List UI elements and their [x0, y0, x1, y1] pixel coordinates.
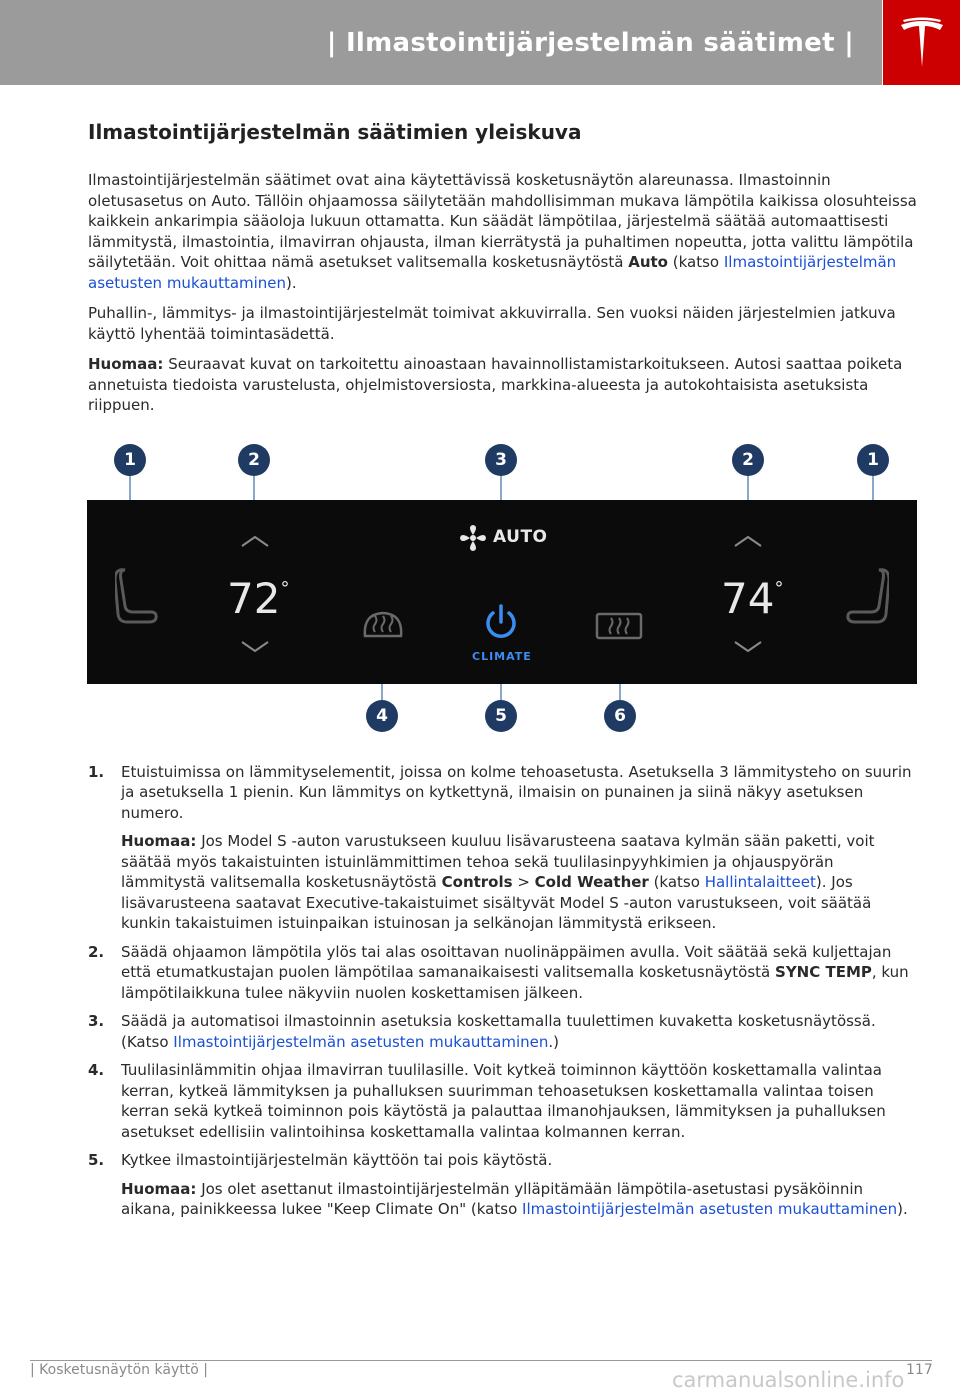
list-number: 5. [88, 1151, 105, 1169]
temp-up-left-icon[interactable] [240, 534, 270, 548]
auto-mode-label[interactable]: AUTO [493, 526, 548, 547]
right-temperature: 74° [721, 573, 784, 623]
sync-temp-bold: SYNC TEMP [775, 963, 872, 981]
rear-defrost-icon[interactable] [595, 612, 643, 640]
page-number: 117 [906, 1362, 933, 1378]
note-text: ). [897, 1200, 908, 1218]
list-text-b: , kun lämpötilaikkuna tulee näkyviin nuolen koskettamisen jälkeen. [121, 963, 909, 1002]
list-number: 4. [88, 1061, 105, 1079]
controls-link[interactable]: Hallintalaitteet [704, 873, 816, 891]
page-content [88, 120, 918, 1228]
intro-mid: (katso [667, 253, 724, 271]
list-number: 3. [88, 1012, 105, 1030]
section-title: Ilmastointijärjestelmän säätimien yleiskuva [88, 120, 582, 144]
list-text: Etuistuimissa on lämmityselementit, joissa on kolme tehoasetusta. Asetuksella 3 lämmitysteho on suurin ja asetuksella 1 pienin. Kun lämmitys on kytkettynä, ilmaisin on punainen ja siinä näkyy asetuksen numero. [121, 762, 912, 822]
list-item [88, 1011, 918, 1052]
note-text: ). Jos lisävarusteena saatavat Executive-takaistuimet sisältyvät Model S -auton varustukseen, voit säätää kunkin takaistuimen istuinpaikan istuinosan ja selkänojan lämmitystä erikseen. [121, 873, 872, 932]
callout-4: 4 [366, 700, 398, 732]
seat-heater-left-icon[interactable] [115, 566, 159, 624]
auto-label-bold: Auto [628, 253, 668, 271]
temp-down-left-icon[interactable] [240, 640, 270, 654]
climate-settings-link[interactable]: Ilmastointijärjestelmän asetusten mukauttaminen [522, 1200, 898, 1218]
callout-3: 3 [485, 444, 517, 476]
note-text: Seuraavat kuvat on tarkoitettu ainoastaan havainnollistamistarkoitukseen. Autosi saattaa poiketa annetuista tiedoista varustelusta, ohjelmistoversiosta, markkina-alueesta ja autokohtaisista asetuksista riippuen. [88, 355, 903, 414]
list-text: Kytkee ilmastointijärjestelmän käyttöön tai pois käytöstä. [121, 1151, 553, 1169]
list-note [121, 831, 918, 934]
list-text [121, 942, 918, 1004]
cold-weather-bold: Cold Weather [534, 873, 649, 891]
list-number: 2. [88, 942, 105, 961]
list-item [88, 1060, 918, 1142]
note-sep: > [512, 873, 535, 891]
list-number: 1. [88, 762, 105, 781]
header-title: | Ilmastointijärjestelmän säätimet | [326, 27, 854, 58]
list-text-a: Säädä ohjaamon lämpötila ylös tai alas osoittavan nuolinäppäimen avulla. Voit säätää sekä kuljettajan että etumatkustajan puolen lämpötilaa samanaikaisesti valitsemalla kosketusnäytöstä [121, 942, 892, 981]
note-label: Huomaa: [88, 355, 164, 373]
climate-power-icon[interactable] [483, 604, 519, 642]
note-text: Jos olet asettanut ilmastointijärjestelmän ylläpitämään lämpötila-asetustasi pysäköinnin aikana, painikkeessa lukee "Keep Climate On" (katso [121, 1179, 864, 1218]
controls-bold: Controls [441, 873, 513, 891]
list-item [88, 1150, 918, 1220]
climate-label: CLIMATE [472, 649, 532, 663]
list-text: Tuulilasinlämmitin ohjaa ilmavirran tuulilasille. Voit kytkeä toiminnon käyttöön koskettamalla valintaa kerran, kytkeä lämmityksen ja puhalluksen suurimman tehoasetuksen koskettamalla valintaa toisen kerran sekä kytkeä toiminnon pois käytöstä ja palauttaa ilmanohjauksen, lämmityksen ja puhalluksen asetukset edellisiin valintoihinsa koskettamalla valintaa kolmannen kerran. [121, 1061, 886, 1141]
intro-end: ). [286, 273, 297, 292]
callout-6: 6 [604, 700, 636, 732]
front-defrost-icon[interactable] [361, 610, 405, 640]
left-temperature: 72° [227, 573, 290, 623]
intro-paragraph [88, 170, 918, 293]
note-text: (katso [648, 873, 705, 891]
callout-1-left: 1 [114, 444, 146, 476]
battery-paragraph: Puhallin-, lämmitys- ja ilmastointijärjestelmät toimivat akkuvirralla. Sen vuoksi näiden järjestelmien jatkuva käyttö lyhentää toimintasädettä. [88, 304, 896, 343]
note-paragraph [88, 354, 918, 416]
temp-up-right-icon[interactable] [733, 534, 763, 548]
note-text: Jos Model S -auton varustukseen kuuluu lisävarusteena saatava kylmän sään paketti, voit säätää myös takaistuinten istuinlämmittimen tehoa sekä tuulilasinpyyhkimien ja ohjauspyörän lämmitystä valitsemalla kosketusnäytöstä [121, 832, 875, 891]
list-item [88, 762, 918, 934]
note-label: Huomaa: [121, 1179, 197, 1198]
watermark: carmanualsonline.info [672, 1368, 905, 1392]
callout-2-left: 2 [238, 444, 270, 476]
temp-down-right-icon[interactable] [733, 640, 763, 654]
fan-icon[interactable] [459, 524, 487, 552]
callout-5: 5 [485, 700, 517, 732]
climate-settings-link[interactable]: Ilmastointijärjestelmän asetusten mukauttaminen [88, 253, 897, 292]
climate-settings-link[interactable]: Ilmastointijärjestelmän asetusten mukauttaminen [173, 1032, 549, 1051]
seat-heater-right-icon[interactable] [845, 566, 889, 624]
list-text-a: Säädä ja automatisoi ilmastoinnin asetuksia koskettamalla tuulettimen kuvaketta kosketusnäytössä. (Katso [121, 1012, 876, 1051]
list-item [88, 942, 918, 1004]
intro-text: Ilmastointijärjestelmän säätimet ovat aina käytettävissä kosketusnäytön alareunassa. Ilmastoinnin oletusasetus on Auto. Tällöin ohjaamossa säilytetään mahdollisimman mukava lämpötila kaikissa olosuhteissa kaikkein ankarimpia sääoloja lukuun ottamatta. Kun säädät lämpötilaa, järjestelmä säätää automaattisesti lämmitystä, ilmastointia, ilmavirran ohjausta, ilman kierrätystä ja puhaltimen nopeutta, jotta valittu lämpötila säilytetään. Voit ohittaa nämä asetukset valitsemalla kosketusnäytöstä [88, 171, 917, 271]
list-text-b: .) [548, 1032, 560, 1051]
callout-1-right: 1 [857, 444, 889, 476]
footer-section: | Kosketusnäytön käyttö | [30, 1362, 208, 1378]
footer-divider [30, 1360, 932, 1361]
tesla-logo-icon [883, 0, 960, 85]
list-text [121, 1011, 918, 1052]
numbered-list [88, 762, 918, 1220]
page-header [0, 0, 882, 85]
callout-2-right: 2 [732, 444, 764, 476]
climate-bar-panel [87, 500, 917, 684]
note-label: Huomaa: [121, 832, 197, 850]
list-note [121, 1179, 918, 1220]
climate-controls-figure [87, 438, 917, 734]
